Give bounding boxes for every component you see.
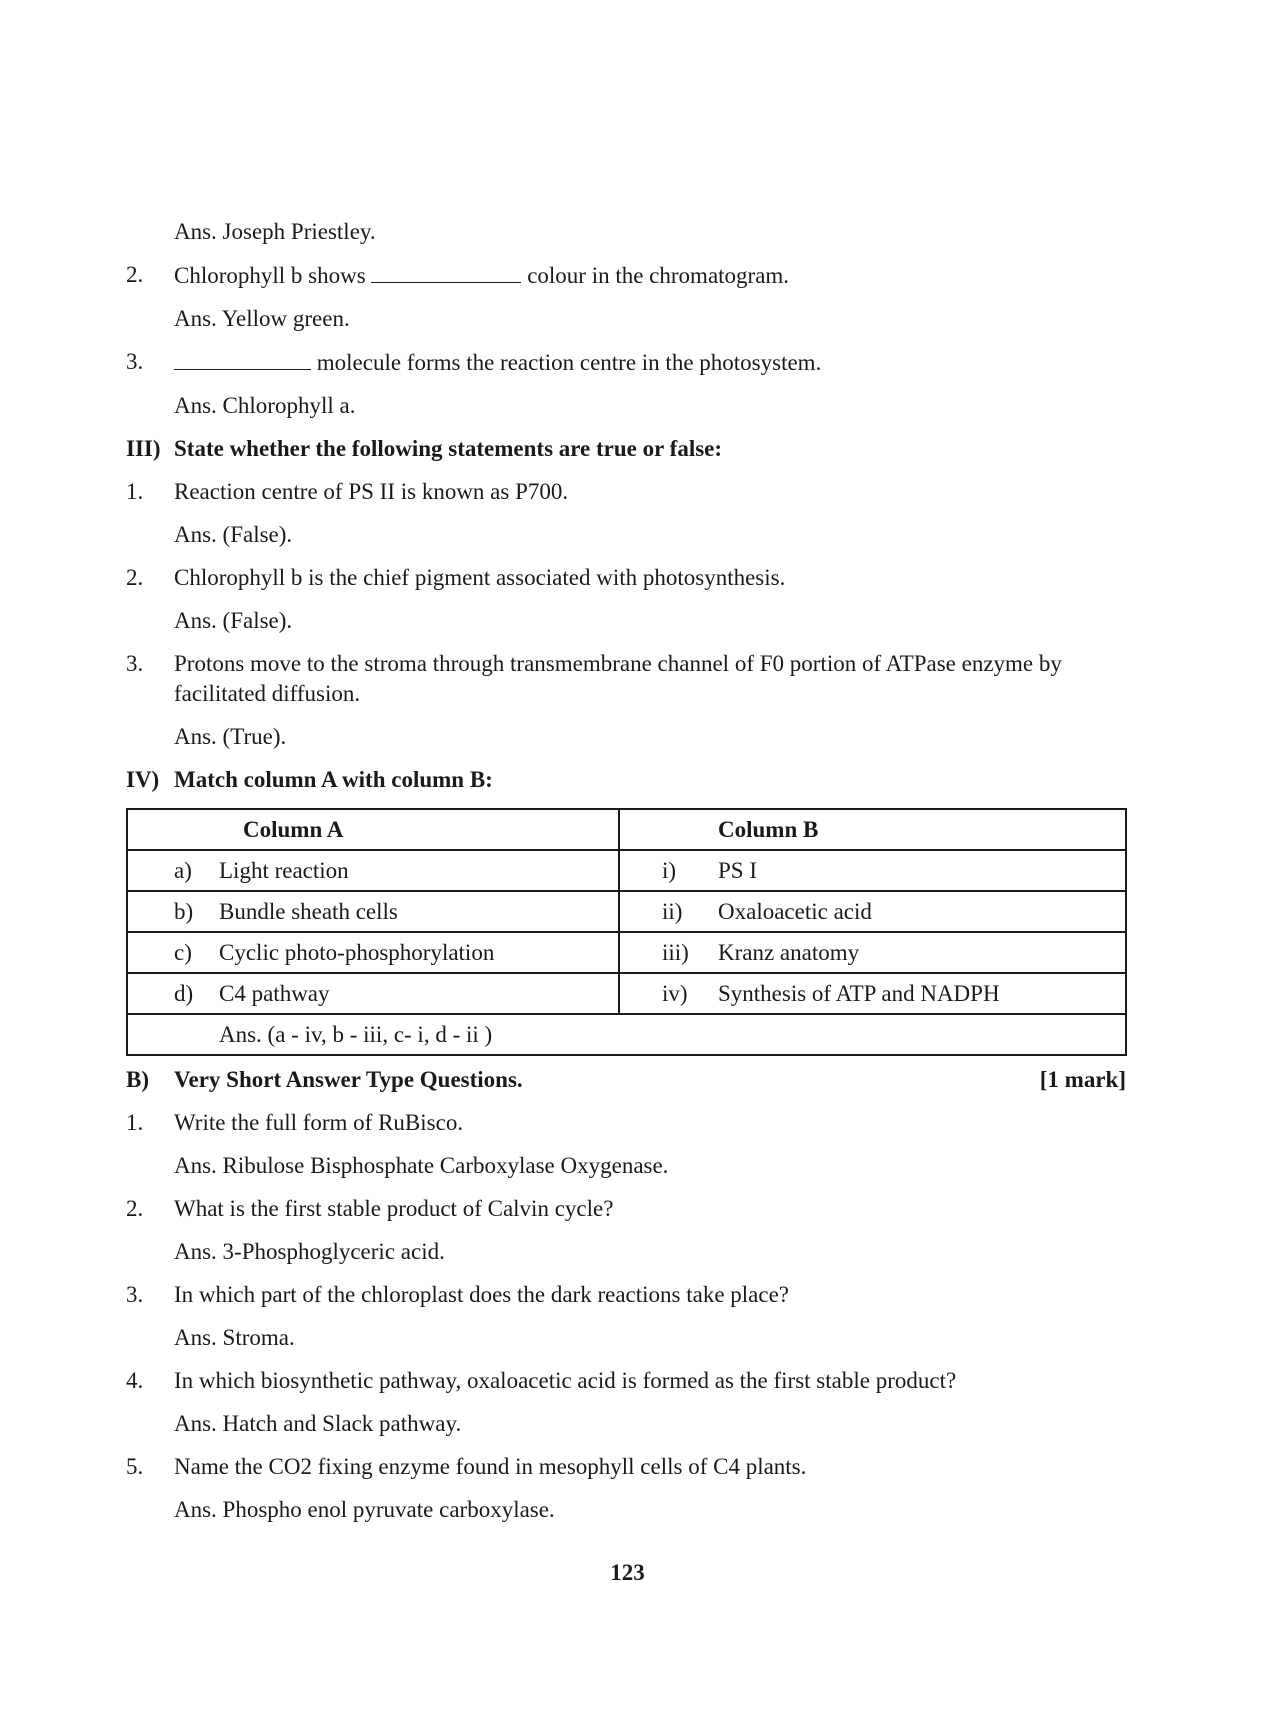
section-heading — [126, 434, 1126, 464]
question-text: What is the first stable product of Calvin cycle? — [174, 1196, 614, 1221]
col-b-label: iv) — [662, 980, 688, 1006]
col-a-text: Bundle sheath cells — [219, 898, 398, 924]
question-number: 1. — [126, 1110, 144, 1135]
marks-label: [1 mark] — [1039, 1067, 1126, 1092]
short-question — [126, 1452, 1126, 1482]
answer-text: Ans. 3-Phosphoglyceric acid. — [174, 1239, 445, 1264]
col-a-label: a) — [174, 857, 192, 883]
table-answer-row — [127, 1014, 1126, 1055]
question-text: Write the full form of RuBisco. — [174, 1110, 464, 1135]
question-number: 3. — [126, 349, 144, 374]
short-question — [126, 1108, 1126, 1138]
table-row — [127, 891, 1126, 932]
question-number: 2. — [126, 565, 144, 590]
question-text: Name the CO2 fixing enzyme found in mesophyll cells of C4 plants. — [174, 1454, 807, 1479]
answer-text: Ans. (False). — [174, 522, 293, 547]
section-label: III) — [126, 436, 161, 461]
section-label: B) — [126, 1067, 149, 1092]
col-a-label: c) — [174, 939, 192, 965]
short-question — [126, 1280, 1126, 1310]
answer-text: Ans. Ribulose Bisphosphate Carboxylase Oxygenase. — [174, 1153, 669, 1178]
short-question — [126, 1194, 1126, 1224]
question-number: 3. — [126, 651, 144, 676]
fill-blank-question — [126, 347, 1126, 378]
question-number: 2. — [126, 262, 144, 287]
true-false-question — [126, 563, 1126, 593]
section-label: IV) — [126, 767, 160, 792]
question-text-before: Chlorophyll b shows — [174, 263, 366, 288]
col-a-label: b) — [174, 898, 194, 924]
col-b-text: Synthesis of ATP and NADPH — [718, 980, 1000, 1006]
true-false-question — [126, 477, 1126, 507]
section-title: Very Short Answer Type Questions. — [174, 1067, 523, 1092]
question-text-after: molecule forms the reaction centre in the photosystem. — [316, 350, 822, 375]
col-b-label: ii) — [662, 898, 683, 924]
col-b-label: i) — [662, 857, 677, 883]
question-text: Protons move to the stroma through transmembrane channel of F0 portion of ATPase enzyme by facilitated diffusion. — [174, 651, 1062, 706]
match-table — [126, 808, 1127, 1056]
question-text: Chlorophyll b is the chief pigment associated with photosynthesis. — [174, 565, 786, 590]
table-header-row — [127, 809, 1126, 850]
question-number: 1. — [126, 479, 144, 504]
question-text-after: colour in the chromatogram. — [527, 263, 790, 288]
answer-text: Ans. Phospho enol pyruvate carboxylase. — [174, 1497, 555, 1522]
col-a-text: Light reaction — [219, 857, 349, 883]
page-number: 123 — [610, 1560, 645, 1585]
column-b-header: Column B — [718, 816, 819, 842]
question-text: In which biosynthetic pathway, oxaloacetic acid is formed as the first stable product? — [174, 1368, 957, 1393]
answer-text: Ans. Yellow green. — [174, 306, 350, 331]
table-row — [127, 932, 1126, 973]
section-heading — [126, 765, 1126, 795]
answer-text: Ans. Hatch and Slack pathway. — [174, 1411, 462, 1436]
section-title: State whether the following statements are true or false: — [174, 436, 723, 461]
question-number: 4. — [126, 1368, 144, 1393]
answer-text: Ans. (True). — [174, 724, 287, 749]
question-text: In which part of the chloroplast does the dark reactions take place? — [174, 1282, 790, 1307]
answer-text: Ans. (False). — [174, 608, 293, 633]
question-number: 3. — [126, 1282, 144, 1307]
column-a-header: Column A — [243, 816, 344, 842]
col-b-text: Kranz anatomy — [718, 939, 860, 965]
blank-line — [174, 347, 311, 370]
answer-text: Ans. Chlorophyll a. — [174, 393, 356, 418]
page-content — [126, 217, 1126, 1538]
answer-text: Ans. Stroma. — [174, 1325, 295, 1350]
col-b-text: PS I — [718, 857, 757, 883]
true-false-question — [126, 649, 1126, 709]
section-heading — [126, 1065, 1126, 1095]
col-a-text: C4 pathway — [219, 980, 330, 1006]
question-text: Reaction centre of PS II is known as P700. — [174, 479, 569, 504]
table-row — [127, 850, 1126, 891]
fill-blank-question — [126, 260, 1126, 291]
short-question — [126, 1366, 1126, 1396]
blank-line — [371, 260, 521, 283]
col-b-label: iii) — [662, 939, 689, 965]
question-number: 5. — [126, 1454, 144, 1479]
col-b-text: Oxaloacetic acid — [718, 898, 872, 924]
intro-answer: Ans. Joseph Priestley. — [174, 219, 376, 244]
question-number: 2. — [126, 1196, 144, 1221]
col-a-text: Cyclic photo-phosphorylation — [219, 939, 495, 965]
section-title: Match column A with column B: — [174, 767, 493, 792]
match-answer: Ans. (a - iv, b - iii, c- i, d - ii ) — [219, 1021, 493, 1047]
col-a-label: d) — [174, 980, 194, 1006]
table-row — [127, 973, 1126, 1014]
